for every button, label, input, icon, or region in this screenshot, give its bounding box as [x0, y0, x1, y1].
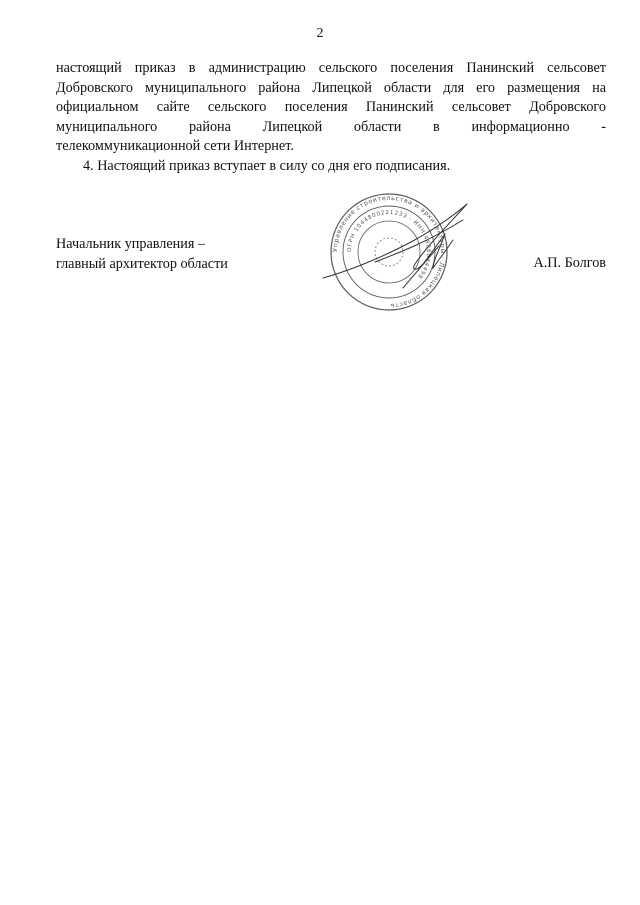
paragraph-4: 4. Настоящий приказ вступает в силу со дня его подписания.: [83, 157, 451, 174]
seal-inner-text: ОГРН 1044800221233 · ИНН 4826044498: [346, 209, 432, 280]
seal-outer-text: Управление строительства и архитектуры · Липецкая область: [331, 194, 447, 310]
seal-emblem: [375, 238, 403, 266]
paragraph-3-line-3: официальном сайте сельского поселения Панинский сельсовет Добровского: [56, 99, 606, 115]
signatory-position-line-1: Начальник управления –: [56, 236, 206, 252]
paragraph-3-line-2: Добровского муниципального района Липецкой области для его размещения на: [56, 79, 606, 96]
seal-inner-ring: [358, 221, 420, 283]
page-number: 2: [316, 26, 324, 41]
signatory-position-line-2: главный архитектор области: [56, 255, 228, 272]
signatory-name: А.П. Болгов: [533, 255, 606, 271]
body-text: [56, 59, 606, 176]
paragraph-3-line-1: настоящий приказ в администрацию сельского поселения Панинский сельсовет: [56, 60, 606, 76]
official-seal: [315, 190, 475, 315]
paragraph-3-line-5: телекоммуникационной сети Интернет.: [56, 138, 294, 154]
signatory-position: [56, 235, 228, 274]
paragraph-3-line-4: муниципального района Липецкой области в информационно -: [56, 118, 606, 135]
seal-middle-ring: [343, 206, 435, 298]
